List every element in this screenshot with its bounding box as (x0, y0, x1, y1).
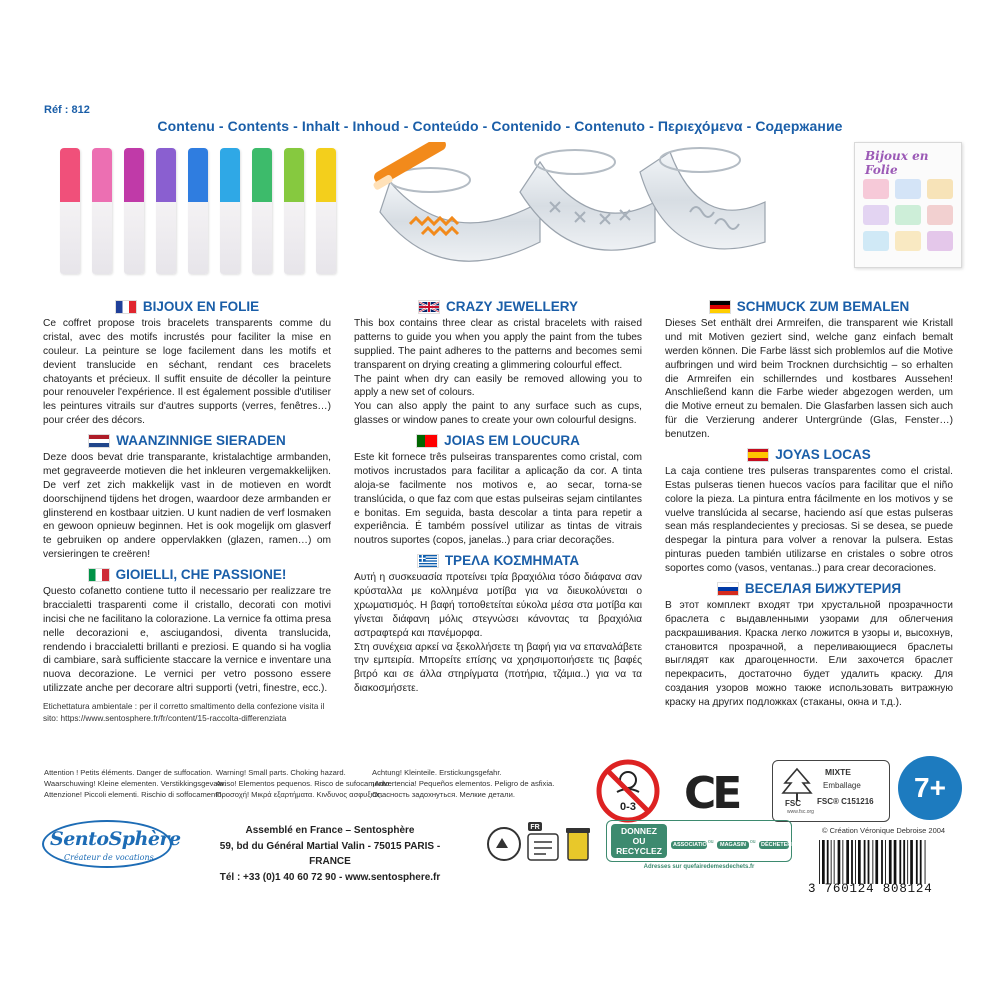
association-label: ASSOCIATION (673, 842, 711, 848)
paint-tube (124, 148, 144, 274)
column-right (665, 298, 953, 714)
company-address (200, 823, 460, 885)
barcode-bar (916, 840, 918, 884)
section-de-text: Dieses Set enthält drei Armreifen, die transparent wie Kristall und mit Motiven geziert sind, welche ganz einfach bemalt werden können. Die Farbe lässt sich problemlos auf die Motive aufbringen und wird beim Trocknen durchsichtig – so erhalten die Armreifen ein schillerndes und kostbares Aussehen! Anschließend kann die Farbe wieder abgezogen werden, um die Motive erneut zu bemalen. Die Glasfarben lassen sich auch für die Verzierung anderer Untergründe (Glas, Fenster…) benutzen. (665, 318, 953, 440)
bracelets-image (370, 142, 770, 292)
barcode-bar (910, 840, 913, 884)
barcode-bar (899, 840, 901, 884)
section-ru-title: ВЕСЕЛАЯ БИЖУТЕРИЯ (744, 580, 902, 596)
section-en-heading (354, 298, 642, 316)
paint-tube (92, 148, 112, 274)
barcode-bar (903, 840, 905, 884)
section-es-text: La caja contiene tres pulseras transparentes como el cristal. Estas pulseras tienen huecos vacíos para facilitar que el niño colore la pieza. La pintura entra fácilmente en los motivos y se vuelve translúcida al secarse, haciendo así que estas pulseras sean más resplandecientes y preciosas. Si se desea, se puede despegar la pintura para volver a renovar la pulsera. Estas pinturas pueden también utilizarse en cristales o sobre otros soportes como (vasos, ventanas..) para crear decoraciones. (665, 465, 953, 574)
option-magasin (717, 825, 749, 857)
fsc-mixte: MIXTE (825, 767, 851, 777)
contents-title: Contenu - Contents - Inhalt - Inhoud - Conteúdo - Contenido - Contenuto - Περιεχόμενα - Содержание (157, 118, 843, 134)
fsc-emballage: Emballage (823, 781, 861, 790)
barcode-bar (868, 840, 870, 884)
barcode-bar (819, 840, 820, 884)
barcode-bar (827, 840, 829, 884)
france-flag-icon (115, 300, 137, 314)
section-en-text-1: This box contains three clear as cristal bracelets with raised patterns to guide you when you apply the paint from the tubes supplied. The paint adheres to the patterns and becomes semi transparent on drying creating a glimmering colourful effect. (354, 318, 642, 371)
barcode-bar (889, 840, 892, 884)
section-en-text-2: The paint when dry can easily be removed allowing you to apply a new set of colours. (354, 373, 642, 399)
section-ru-text: В этот комплект входят три хрустальной прозрачности браслета с выдавленными узорами для облегчения раскрашивания. Краска легко ложится в узоры и, высохнув, становится прозрачной, а переливающиеся браслеты выглядят как драгоценности. Ели захочется браслет перекрасить, достаточно будет удалить краску. Для создания узоров можно также использовать витражную краску на других подложках (стаканы, окна и т.д.). (665, 599, 953, 708)
section-de-heading (665, 298, 953, 316)
barcode-bar (885, 840, 886, 884)
barcode-bar (858, 840, 861, 884)
triman-recycling-icon (482, 818, 598, 864)
greece-flag-icon (417, 554, 439, 568)
ce-mark: CE (684, 768, 739, 819)
section-nl-heading (43, 432, 331, 450)
section-it-text: Questo cofanetto contiene tutto il necessario per realizzare tre braccialetti trasparenti come il cristallo, decorati con motivi incisi che ne facilitano la colorazione. La vernice fa ottima presa nelle decorazioni e, asciugandosi, diventa translucida, rendendo i braccialetti brillanti e preziosi. E quando si ha voglia di cambiare, sarà sufficiente staccare la vernice e inventare una nuova decorazione. Le vernici per vetro possono essere utilizzate anche per decorare altri supporti (vetri, finestre, ecc.). (43, 586, 331, 695)
section-de-title: SCHMUCK ZUM BEMALEN (736, 298, 910, 314)
barcode-bar (875, 840, 878, 884)
section-gr-text-2: Στη συνέχεια αρκεί να ξεκολλήσετε τη βαφή για να επαναλάβετε την εμπειρία. Μπορείτε επίσης να χρησιμοποιήσετε τις βαφές βιτρό και σε άλλα στηρίγματα (ποτήρια, τζάμια..) για να τα διακοσμήσετε. (354, 641, 642, 695)
section-fr-text: Ce coffret propose trois bracelets transparents comme du cristal, avec des motifs incrustés pour faciliter la mise en couleur. La peinture se loge facilement dans les motifs et devient translucide en séchant, rendant ces bracelets chatoyants et précieux. Il suffit ensuite de décoller la peinture pour renouveler l'expérience. Il est également possible d'utiliser les peintures vitrails sur d'autres supports (verres, fenêtres…) pour créer des décors. (43, 318, 331, 427)
barcode-bar (894, 840, 897, 884)
barcode-bar (851, 840, 853, 884)
bracelet-1 (380, 168, 540, 261)
section-ru-heading (665, 580, 953, 598)
warning-line: Attenzione! Piccoli elementi. Rischio di soffocamento. (44, 789, 224, 799)
barcode-bar (822, 840, 825, 884)
spain-flag-icon (747, 448, 769, 462)
section-gr-title: ΤΡΕΛΑ ΚΟΣΜΗΜΑΤΑ (444, 552, 580, 568)
barcode-bar (872, 840, 873, 884)
section-gr-text (354, 571, 642, 696)
paint-tube (60, 148, 80, 274)
paint-tube-in-use (372, 142, 448, 191)
section-de (665, 298, 953, 442)
eco-label-note: Etichettatura ambientale : per il corretto smaltimento della confezione visita il sito: https://www.sentosphere.fr/fr/content/15-raccolta-differenziata (43, 701, 325, 724)
barcode-bar (864, 840, 866, 884)
section-es (665, 446, 953, 576)
section-gr (354, 552, 642, 696)
or-separator: ou (708, 839, 714, 845)
barcode-bar (855, 840, 856, 884)
barcode-bar (846, 840, 849, 884)
recyclez-text: RECYCLEZ (616, 845, 662, 856)
option-decheterie (759, 825, 797, 857)
sentosphere-logo (42, 820, 181, 876)
warning-block-3 (372, 768, 554, 800)
section-en-text (354, 317, 642, 428)
package-brand: Bijoux en Folie (865, 149, 929, 177)
section-pt (354, 432, 642, 548)
section-es-heading (665, 446, 953, 464)
age-restriction-label: 0-3 (620, 801, 636, 813)
age-rating-badge: 7+ (898, 756, 962, 820)
ou-text: OU (632, 835, 646, 846)
warning-line: ¡Advertencia! Pequeños elementos. Peligro de asfixia. (372, 778, 555, 788)
italy-flag-icon (88, 568, 110, 582)
warning-line: Aviso! Elementos pequenos. Risco de sufocamento. (216, 778, 392, 788)
barcode-bar (834, 840, 835, 884)
warning-line: Опасность задохнуться. Мелкие детали. (372, 789, 515, 799)
address-line-3: Tél : +33 (0)1 40 60 72 90 - www.sentosphere.fr (219, 871, 441, 883)
section-it (43, 566, 331, 724)
section-ru (665, 580, 953, 710)
fr-tag: FR (530, 824, 540, 831)
logo-name: SentoSphère (50, 828, 181, 850)
section-gr-heading (354, 552, 642, 570)
bracelet-3 (640, 148, 765, 249)
fsc-code: FSC® C151216 (817, 797, 874, 806)
barcode-bar (831, 840, 832, 884)
recycling-url: Adresses sur quefairedemesdechets.fr (643, 864, 755, 870)
section-fr-heading (43, 298, 331, 316)
section-gr-text-1: Αυτή η συσκευασία προτείνει τρία βραχιόλια τόσο διάφανα σαν κρύσταλλα με κολλημένα μοτίβα για να διευκολύνεται ο χρωματισμός. Η βαφή τοποθετείται εύκολα μέσα στα μοτίβα και γίνεται διάφανη μόλις στεγνώσει κάνοντας τα βραχιόλια αστραφτερά και πανέμορφα. (354, 572, 642, 639)
reference-number: Réf : 812 (44, 104, 90, 116)
section-it-heading (43, 566, 331, 584)
barcode-bar (907, 840, 908, 884)
address-line-1: Assemblé en France – Sentosphère (245, 825, 415, 836)
column-middle (354, 298, 642, 700)
section-en-text-3: You can also apply the paint to any surface such as cups, glasses or window panes to create your own colourful designs. (354, 401, 642, 427)
fsc-logo-text: FSC (785, 799, 801, 808)
section-nl (43, 432, 331, 562)
warning-line: Προσοχή! Μικρά εξαρτήματα. Κινδυνος ασφυξιας. (216, 789, 383, 799)
uk-flag-icon (418, 300, 440, 314)
germany-flag-icon (709, 300, 731, 314)
paint-tubes (60, 148, 350, 278)
decheterie-label: DÉCHETERIE (761, 842, 797, 848)
section-nl-title: WAANZINNIGE SIERADEN (116, 432, 286, 448)
logo-tagline: Créateur de vocations (64, 853, 154, 862)
warning-line: Achtung! Kleinteile. Erstickungsgefahr. (372, 768, 502, 777)
paint-tube (284, 148, 304, 274)
recycling-info-box (606, 820, 797, 862)
barcode-bar (920, 840, 922, 884)
or-separator: ou (750, 839, 756, 845)
warning-line: Waarschuwing! Kleine elementen. Verstikkingsgevaar. (44, 778, 227, 788)
paint-tube (220, 148, 240, 274)
magasin-label: MAGASIN (717, 841, 749, 849)
copyright: © Création Véronique Debroise 2004 (822, 826, 946, 835)
paint-tube (252, 148, 272, 274)
barcode-bar (838, 840, 841, 884)
section-es-title: JOYAS LOCAS (775, 446, 871, 462)
column-left (43, 298, 331, 728)
warning-block-2 (216, 768, 391, 800)
section-pt-heading (354, 432, 642, 450)
donnez-recyclez-label (611, 824, 667, 858)
section-en (354, 298, 642, 428)
paint-tube (188, 148, 208, 274)
barcode-number: 3 760124 808124 (808, 882, 933, 896)
not-for-under-3-icon (595, 758, 661, 824)
fsc-label (772, 760, 890, 822)
donnez-text: DONNEZ (621, 826, 657, 836)
barcode-bar (925, 840, 926, 884)
section-it-title: GIOIELLI, CHE PASSIONE! (115, 566, 287, 582)
warning-line: Attention ! Petits éléments. Danger de suffocation. (44, 768, 213, 777)
portugal-flag-icon (416, 434, 438, 448)
package-thumbnail (854, 142, 962, 268)
section-pt-text: Este kit fornece três pulseiras transparentes como cristal, com motivos incrustados para facilitar a aplicação da cor. A tinta aloja-se facilmente nos motivos e, ao secar, torna-se translúcida, o que faz com que estas pulseiras sejam cintilantes e bonitas. Em seguida, basta descolar a tinta para repetir a experiência. É também possível utilizar as tintas de vitrais noutros suportes (copos, janelas..) para criar decorações. (354, 452, 642, 547)
address-line-2: 59, bd du Général Martial Valin - 75015 PARIS - FRANCE (219, 840, 441, 867)
warning-block-1 (44, 768, 226, 800)
paint-tube (316, 148, 336, 274)
section-nl-text: Deze doos bevat drie transparante, kristalachtige armbanden, met gegraveerde motieven die het inkleuren vergemakkelijken. De verf zet zich makkelijk vast in de motieven en wordt doorschijnend tijdens het drogen, waardoor deze armbanden er glinsterend en kostbaar uitzien. U kunt nadien de verf losmaken en gewoon opnieuw beginnen. Het is ook mogelijk om glasverf te gebruiken op andere oppervlakken (glazen, ramen…) om versieringen te creëren! (43, 452, 331, 561)
barcode-bar (881, 840, 883, 884)
netherlands-flag-icon (88, 434, 110, 448)
fsc-url: www.fsc.org (787, 809, 814, 815)
warning-line: Warning! Small parts. Choking hazard. (216, 768, 346, 777)
section-en-title: CRAZY JEWELLERY (445, 298, 578, 314)
barcode-bar (842, 840, 843, 884)
section-fr-title: BIJOUX EN FOLIE (142, 298, 260, 314)
paint-tube (156, 148, 176, 274)
section-fr (43, 298, 331, 428)
section-pt-title: JOIAS EM LOUCURA (444, 432, 580, 448)
russia-flag-icon (717, 582, 739, 596)
